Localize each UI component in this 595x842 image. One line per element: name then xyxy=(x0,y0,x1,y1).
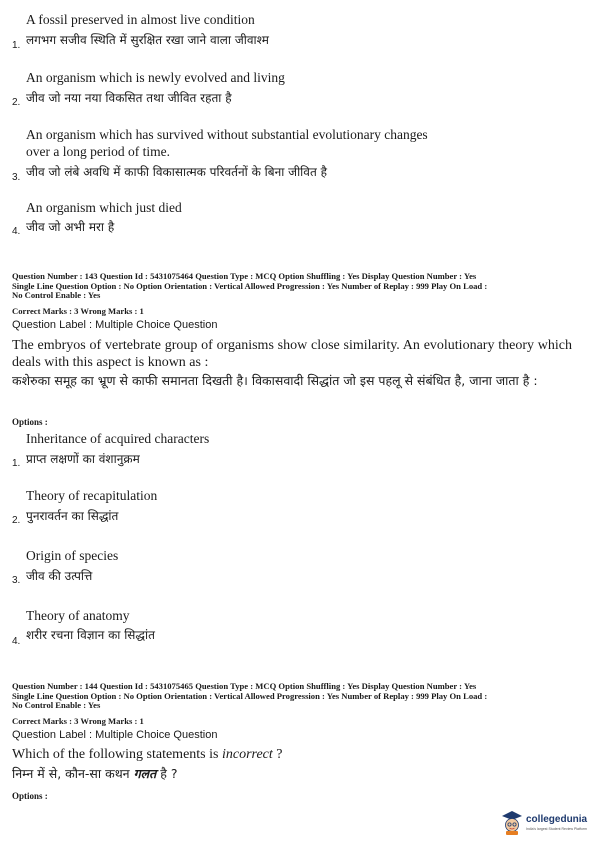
option-text-en-line2: over a long period of time. xyxy=(26,144,170,159)
option-number: 2. xyxy=(12,515,21,526)
metadata-line: Question Number : 143 Question Id : 5431075464 Question Type : MCQ Option Shuffling : Yes Display Question Number : Yes xyxy=(12,271,477,281)
emphasis-incorrect: incorrect xyxy=(221,747,273,762)
text-segment: Which of the following statements is xyxy=(12,747,222,762)
metadata-line: No Control Enable : Yes xyxy=(12,700,101,711)
q143-options-label: Options : xyxy=(12,417,48,427)
q144-question-label: Question Label : Multiple Choice Question xyxy=(12,729,218,741)
text-segment: ? xyxy=(272,747,283,762)
option-text-en: An organism which just died xyxy=(26,200,182,215)
metadata-line: Single Line Question Option : No Option Orientation : Vertical Allowed Progression : Yes Number of Replay : 999 Play On Load : xyxy=(12,280,488,291)
mascot-icon xyxy=(500,810,524,836)
option-number: 4. xyxy=(12,226,21,237)
q143-question-text-en: The embryos of vertebrate group of organisms show close similarity. An evolutionary theory which deals with this aspect is known as : xyxy=(12,338,572,370)
option-number: 1. xyxy=(12,40,21,51)
option-text-hi: जीव जो नया नया विकसित तथा जीवित रहता है xyxy=(26,91,232,105)
option-text-en: Inheritance of acquired characters xyxy=(26,431,210,446)
option-text-hi: जीव जो लंबे अवधि में काफी विकासात्मक परिवर्तनों के बिना जीवित है xyxy=(26,165,327,179)
metadata-line: No Control Enable : Yes xyxy=(12,290,101,301)
option-text-en: A fossil preserved in almost live condition xyxy=(26,12,255,27)
q143-question-label: Question Label : Multiple Choice Question xyxy=(12,319,218,331)
option-number: 4. xyxy=(12,636,21,647)
option-number: 2. xyxy=(12,97,21,108)
collegedunia-logo xyxy=(500,808,592,838)
option-number: 3. xyxy=(12,575,21,586)
option-text-en: An organism which is newly evolved and living xyxy=(26,70,285,85)
text-segment: निम्न में से, कौन-सा कथन xyxy=(12,766,134,781)
option-text-en: Theory of anatomy xyxy=(26,608,130,623)
metadata-line: Single Line Question Option : No Option Orientation : Vertical Allowed Progression : Yes Number of Replay : 999 Play On Load : xyxy=(12,690,488,701)
q144-question-text-en xyxy=(12,746,572,763)
metadata-line: Question Number : 144 Question Id : 5431075465 Question Type : MCQ Option Shuffling : Yes Display Question Number : Yes xyxy=(12,681,477,691)
q143-marks: Correct Marks : 3 Wrong Marks : 1 xyxy=(12,306,144,316)
option-text-hi: लगभग सजीव स्थिति में सुरक्षित रखा जाने वाला जीवाश्म xyxy=(26,33,269,47)
option-text-hi: पुनरावर्तन का सिद्धांत xyxy=(26,509,119,523)
option-text-hi: जीव जो अभी मरा है xyxy=(26,220,115,234)
option-text-hi: शरीर रचना विज्ञान का सिद्धांत xyxy=(26,628,155,642)
q144-question-text-hi xyxy=(12,765,572,783)
option-text-en: Origin of species xyxy=(26,548,119,563)
q144-marks: Correct Marks : 3 Wrong Marks : 1 xyxy=(12,716,144,726)
q144-options-label: Options : xyxy=(12,791,48,801)
option-number: 1. xyxy=(12,458,21,469)
option-text-hi: प्राप्त लक्षणों का वंशानुक्रम xyxy=(26,452,140,466)
option-number: 3. xyxy=(12,172,21,183)
option-text-hi: जीव की उत्पत्ति xyxy=(26,569,93,583)
emphasis-galat: गलत xyxy=(133,766,157,781)
logo-wordmark: collegedunia xyxy=(526,814,588,825)
option-text-en: Theory of recapitulation xyxy=(26,488,158,503)
text-segment: है ? xyxy=(156,766,178,781)
q144-metadata xyxy=(12,682,582,711)
option-text-en: An organism which has survived without substantial evolutionary changes xyxy=(26,127,428,142)
logo-tagline: India's largest Student Review Platform xyxy=(526,827,587,831)
q143-question-text-hi: कशेरुका समूह का भ्रूण से काफी समानता दिखती है। विकासवादी सिद्धांत जो इस पहलू से संबंधित है, जाना जाता है : xyxy=(12,373,538,388)
q143-metadata xyxy=(12,272,582,301)
